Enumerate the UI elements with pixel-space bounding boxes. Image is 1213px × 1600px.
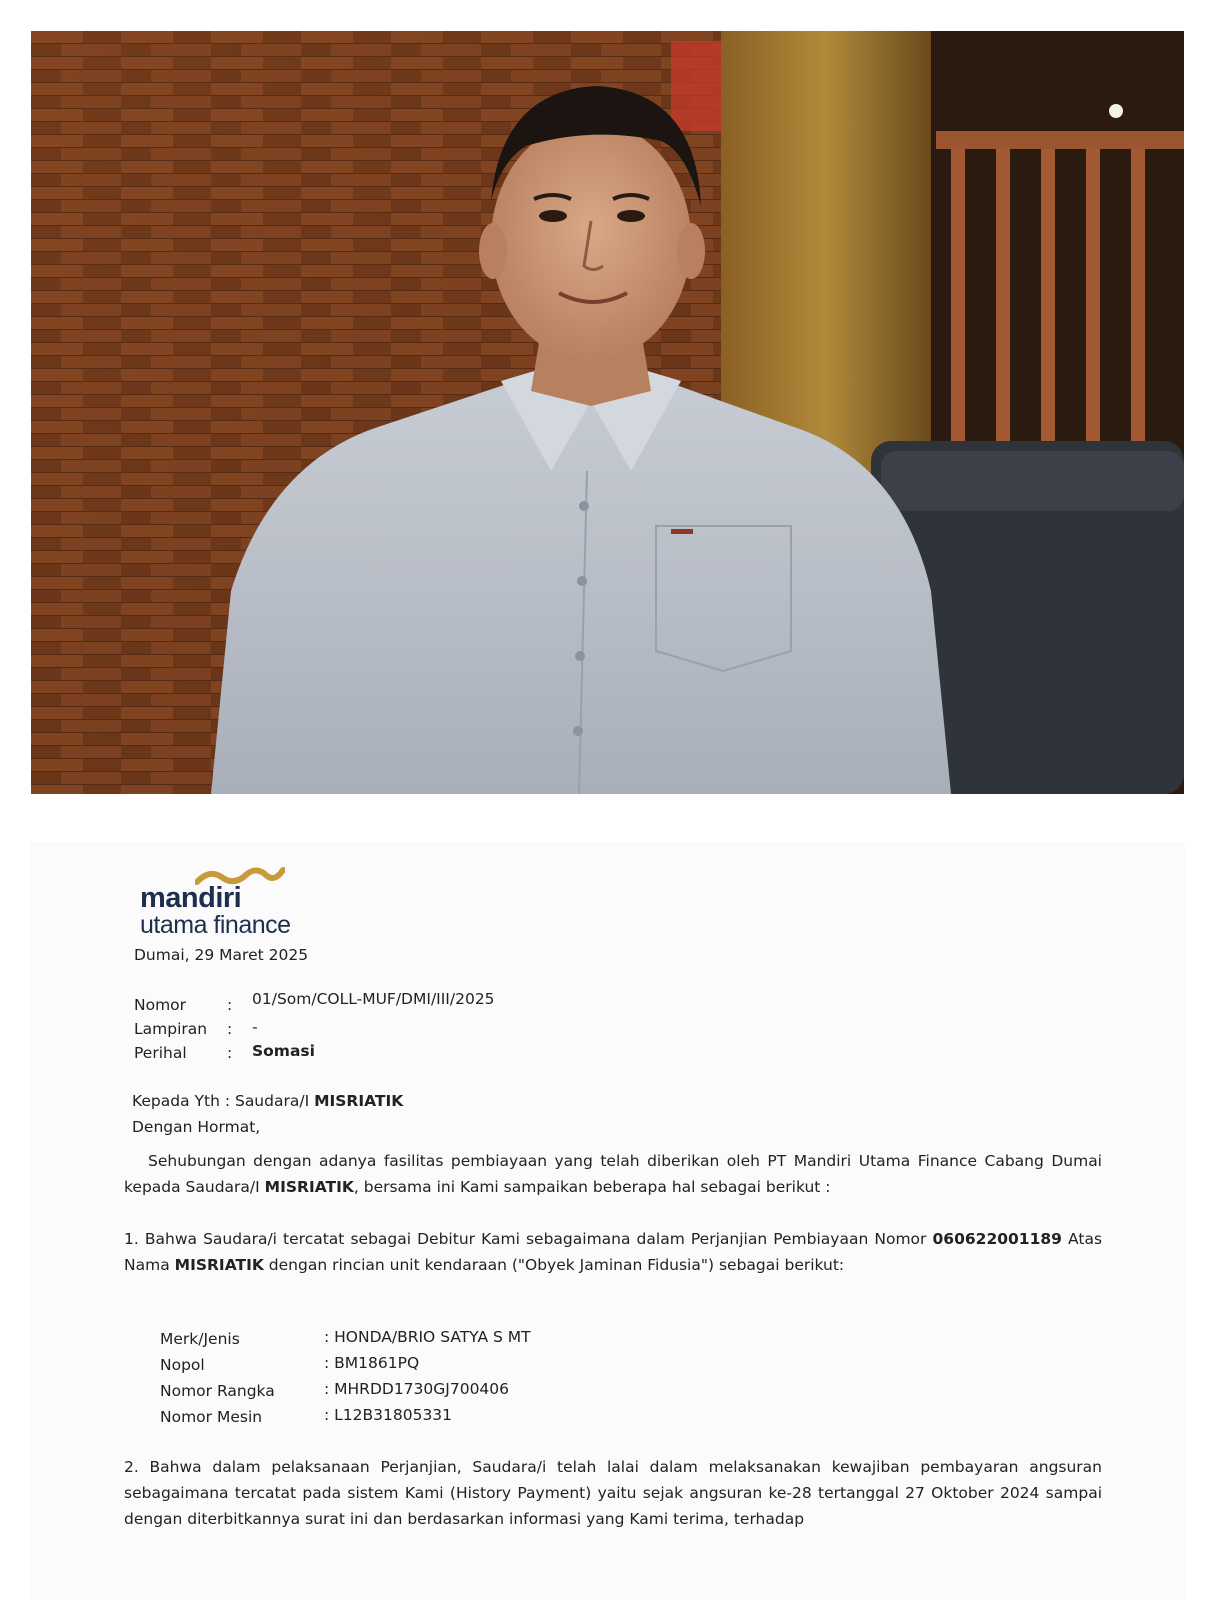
point1-text-a: 1. Bahwa Saudara/i tercatat sebagai Debitur Kami sebagaimana dalam Perjanjian Pembiayaan Nomor: [124, 1230, 927, 1248]
recipient-prefix: Kepada Yth : Saudara/I: [132, 1092, 310, 1110]
meta-value-lampiran: -: [252, 1018, 258, 1036]
vehicle-value-rangka: : MHRDD1730GJ700406: [324, 1380, 510, 1398]
company-logo: [140, 864, 340, 939]
logo-line-2: utama finance: [140, 911, 291, 939]
portrait-illustration: [31, 31, 1184, 794]
logo-line-1: mandiri: [140, 882, 242, 914]
portrait-photo: [31, 31, 1184, 794]
meta-value-perihal: Somasi: [252, 1042, 315, 1060]
vehicle-label-nopol: Nopol: [160, 1356, 205, 1374]
vehicle-label-rangka: Nomor Rangka: [160, 1382, 275, 1400]
meta-colon: :: [227, 1020, 233, 1038]
letter-date: Dumai, 29 Maret 2025: [134, 946, 309, 964]
intro-text-1: Sehubungan dengan adanya fasilitas pembiayaan yang telah diberikan oleh PT Mandiri Utama Finance Cabang Dumai kepada Saudara/I: [124, 1152, 1102, 1196]
recipient-line: [132, 1092, 403, 1110]
vehicle-value-mesin: : L12B31805331: [324, 1406, 453, 1424]
meta-colon: :: [227, 1044, 233, 1062]
somasi-letter: [30, 842, 1185, 1600]
vehicle-value-merk: : HONDA/BRIO SATYA S MT: [324, 1328, 531, 1346]
vehicle-label-merk: Merk/Jenis: [160, 1330, 240, 1348]
meta-label-nomor: Nomor: [134, 996, 187, 1014]
meta-colon: :: [227, 996, 233, 1014]
intro-name: MISRIATIK: [264, 1178, 354, 1196]
intro-paragraph: [124, 1148, 1102, 1200]
intro-text-2: , bersama ini Kami sampaikan beberapa hal sebagai berikut :: [353, 1178, 831, 1196]
meta-value-nomor: 01/Som/COLL-MUF/DMI/III/2025: [252, 990, 495, 1008]
greeting: Dengan Hormat,: [132, 1118, 261, 1136]
vehicle-label-mesin: Nomor Mesin: [160, 1408, 263, 1426]
vehicle-value-nopol: : BM1861PQ: [324, 1354, 420, 1372]
point-2-paragraph: [124, 1454, 1102, 1532]
meta-label-lampiran: Lampiran: [134, 1020, 208, 1038]
point2-text: 2. Bahwa dalam pelaksanaan Perjanjian, Saudara/i telah lalai dalam melaksanakan kewajiban pembayaran angsuran sebagaimana tercatat pada sistem Kami (History Payment) yaitu sejak angsuran ke-28 tertanggal 27 Oktober 2024 sampai dengan diterbitkannya surat ini dan berdasarkan informasi yang Kami terima, terhadap: [124, 1458, 1102, 1528]
point-1-paragraph: [124, 1226, 1102, 1278]
page-cutoff: [30, 1586, 1185, 1600]
point1-text-b: Atas Nama: [124, 1230, 1103, 1274]
meta-label-perihal: Perihal: [134, 1044, 187, 1062]
recipient-name: MISRIATIK: [314, 1092, 404, 1110]
agreement-number: 060622001189: [932, 1230, 1062, 1248]
debtor-name: MISRIATIK: [174, 1256, 264, 1274]
point1-text-c: dengan rincian unit kendaraan ("Obyek Jaminan Fidusia") sebagai berikut:: [268, 1256, 845, 1274]
